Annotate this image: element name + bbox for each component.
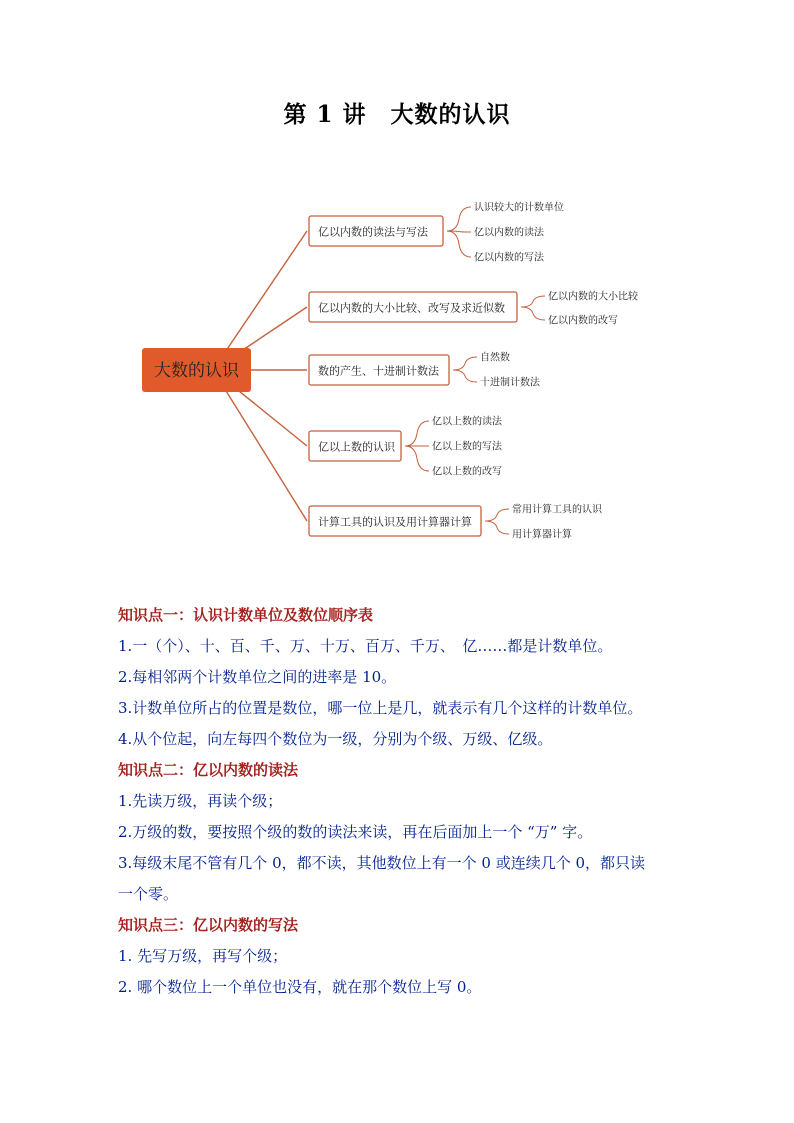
leaf-label: 认识较大的计数单位 (474, 202, 564, 214)
leaf-connector (453, 357, 477, 370)
leaf-label: 常用计算工具的认识 (512, 504, 602, 516)
branch-label: 亿以内数的大小比较、改写及求近似数 (318, 301, 505, 315)
leaf-connector (405, 421, 429, 446)
leaf-connector (485, 509, 509, 521)
leaf-connector (405, 446, 429, 471)
leaf-connector (521, 307, 545, 320)
root-node-label: 大数的认识 (154, 361, 239, 381)
branch-connector (213, 370, 307, 521)
leaf-connector (453, 370, 477, 382)
leaf-label: 亿以上数的读法 (432, 416, 502, 428)
leaf-connector (485, 521, 509, 534)
note-line: 3.计数单位所占的位置是数位，哪一位上是几，就表示有几个这样的计数单位。 (118, 699, 643, 717)
leaf-connector (521, 296, 545, 307)
leaf-label: 亿以内数的大小比较 (548, 291, 638, 303)
leaf-label: 亿以内数的读法 (474, 227, 544, 239)
leaf-label: 亿以内数的改写 (548, 315, 618, 327)
knowledge-notes (118, 600, 718, 1003)
note-line: 2. 哪个数位上一个单位也没有，就在那个数位上写 0。 (118, 978, 482, 996)
section-heading-3: 知识点三：亿以内数的写法 (118, 916, 299, 934)
branch-label: 亿以内数的读法与写法 (318, 225, 428, 239)
leaf-label: 亿以内数的写法 (474, 252, 544, 264)
leaf-connector (447, 207, 471, 231)
note-line: 1.先读万级，再读个级； (118, 792, 283, 810)
note-line: 2.万级的数，要按照个级的数的读法来读，再在后面加上一个 “万” 字。 (118, 823, 593, 841)
leaf-label: 自然数 (480, 352, 510, 364)
branch-label: 数的产生、十进制计数法 (318, 364, 439, 378)
section-heading-2: 知识点二：亿以内数的读法 (118, 761, 299, 779)
note-line: 一个零。 (118, 885, 179, 903)
page-title: 第 1 讲 大数的认识 (283, 101, 511, 128)
leaf-connector (447, 231, 471, 257)
note-line: 1. 先写万级，再写个级； (118, 947, 288, 965)
note-line: 3.每级末尾不管有几个 0，都不读，其他数位上有一个 0 或连续几个 0，都只读 (118, 854, 646, 872)
leaf-label: 十进制计数法 (480, 377, 540, 389)
note-line: 2.每相邻两个计数单位之间的进率是 10。 (118, 668, 397, 686)
leaf-label: 亿以上数的改写 (432, 466, 502, 478)
leaf-label: 亿以上数的写法 (432, 441, 502, 453)
branch-label: 计算工具的认识及用计算器计算 (318, 515, 472, 529)
note-line: 4.从个位起，向左每四个数位为一级，分别为个级、万级、亿级。 (118, 730, 553, 748)
branch-label: 亿以上数的认识 (318, 440, 395, 454)
note-line: 1.一（个）、十、百、千、万、十万、百万、千万、 亿……都是计数单位。 (118, 637, 613, 655)
leaf-label: 用计算器计算 (512, 529, 572, 541)
section-heading-1: 知识点一：认识计数单位及数位顺序表 (118, 606, 374, 624)
